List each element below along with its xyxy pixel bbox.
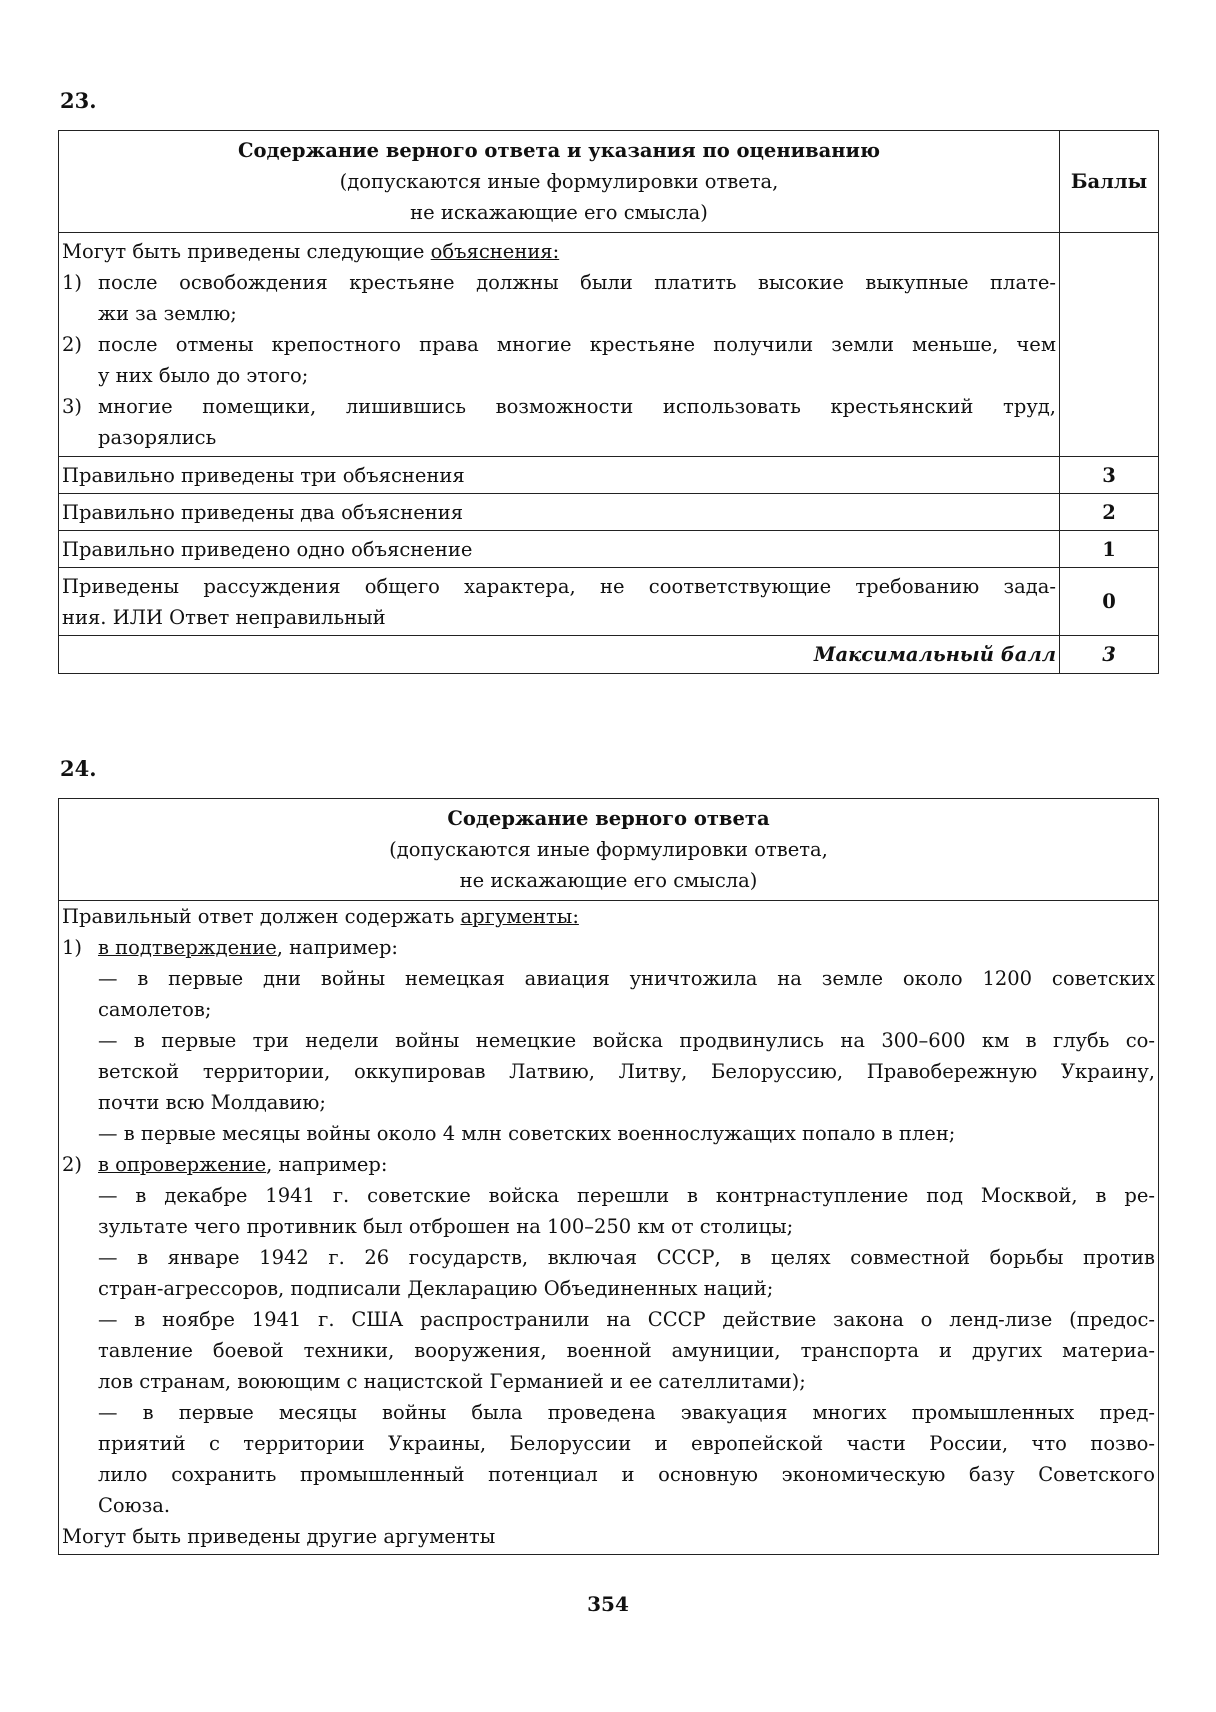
arguments-intro: [62, 901, 1155, 932]
text-line: — в декабре 1941 г. советские войска перешли в контрнаступление под Москвой, в ре-: [98, 1184, 1155, 1207]
text-line: зультате чего противник был отброшен на 100–250 км от столицы;: [98, 1215, 794, 1238]
section-heading-rest: , например:: [276, 936, 398, 959]
text-line: — в первые месяцы войны около 4 млн советских военнослужащих попало в плен;: [98, 1122, 956, 1145]
intro-text: Правильный ответ должен содержать: [62, 905, 461, 928]
intro-underlined: объяснения:: [430, 240, 560, 263]
header-line-3: не искажающие его смысла): [410, 201, 708, 224]
explanations-cell: [59, 233, 1060, 457]
section-heading: [62, 932, 1155, 963]
criteria-text: [59, 494, 1060, 531]
text-line: — в ноябре 1941 г. США распространили на СССР действие закона о ленд-лизе (предос-: [98, 1308, 1155, 1331]
explanation-item: [62, 391, 1056, 453]
text-line: Правильно приведено одно объяснение: [62, 537, 473, 561]
text-line: Правильно приведены три объяснения: [62, 463, 465, 487]
refutation-section: [62, 1149, 1155, 1521]
confirmation-section: [62, 932, 1155, 1149]
section-heading-underlined: в опровержение: [98, 1153, 267, 1176]
criteria-score: 1: [1060, 531, 1159, 568]
page-number: 354: [587, 1592, 629, 1616]
argument-point: [62, 1304, 1155, 1397]
question-23-number: 23.: [60, 88, 97, 113]
text-line: разорялись: [98, 426, 217, 449]
item-number: 2): [62, 333, 83, 356]
explanation-item: [62, 329, 1056, 391]
scoring-table-23: [58, 130, 1159, 674]
argument-point: [62, 1180, 1155, 1242]
text-line: стран-агрессоров, подписали Декларацию Объединенных наций;: [98, 1277, 774, 1300]
header-line-3: не искажающие его смысла): [459, 869, 758, 892]
argument-point: [62, 1025, 1155, 1118]
text-line: Союза.: [98, 1494, 171, 1517]
item-number: 2): [62, 1153, 83, 1176]
explanation-item: [62, 267, 1056, 329]
question-24-number: 24.: [60, 756, 97, 781]
criteria-score: 2: [1060, 494, 1159, 531]
item-number: 1): [62, 936, 83, 959]
table-header-content: [59, 131, 1060, 233]
closing-note: Могут быть приведены другие аргументы: [62, 1525, 496, 1548]
header-line-2: (допускаются иные формулировки ответа,: [339, 170, 779, 193]
text-line: многие помещики, лишившись возможности использовать крестьянский труд,: [98, 395, 1056, 418]
intro-underlined: аргументы:: [460, 905, 579, 928]
intro-text: Могут быть приведены следующие: [62, 240, 431, 263]
criteria-score: 3: [1060, 457, 1159, 494]
criteria-row: [59, 531, 1159, 568]
text-line: после освобождения крестьяне должны были платить высокие выкупные плате-: [98, 271, 1056, 294]
text-line: ветской территории, оккупировав Латвию, Литву, Белоруссию, Правобережную Украину,: [98, 1060, 1155, 1083]
text-line: у них было до этого;: [98, 364, 309, 387]
text-line: — в первые три недели войны немецкие войска продвинулись на 300–600 км в глубь со-: [98, 1029, 1155, 1052]
argument-point: [62, 963, 1155, 1025]
text-line: после отмены крепостного права многие крестьяне получили земли меньше, чем: [98, 333, 1056, 356]
criteria-row: [59, 457, 1159, 494]
arguments-cell: [59, 901, 1159, 1555]
criteria-text: [59, 457, 1060, 494]
section-heading: [62, 1149, 1155, 1180]
item-number: 1): [62, 271, 83, 294]
header-title: Содержание верного ответа и указания по оцениванию: [238, 139, 880, 162]
criteria-text: [59, 568, 1060, 636]
header-line-2: (допускаются иные формулировки ответа,: [389, 838, 828, 861]
item-number: 3): [62, 395, 83, 418]
text-line: Приведены рассуждения общего характера, не соответствующие требованию зада-: [62, 574, 1056, 598]
section-heading-rest: , например:: [266, 1153, 388, 1176]
text-line: тавление боевой техники, вооружения, военной амуниции, транспорта и других материа-: [98, 1339, 1155, 1362]
text-line: — в январе 1942 г. 26 государств, включая СССР, в целях совместной борьбы против: [98, 1246, 1155, 1269]
header-title: Содержание верного ответа: [447, 807, 770, 830]
table-header-content: [59, 799, 1159, 901]
criteria-text: [59, 531, 1060, 568]
text-line: лило сохранить промышленный потенциал и основную экономическую базу Советского: [98, 1463, 1155, 1486]
argument-point: [62, 1397, 1155, 1521]
argument-point: [62, 1242, 1155, 1304]
text-line: приятий с территории Украины, Белоруссии и европейской части России, что позво-: [98, 1432, 1155, 1455]
text-line: — в первые дни войны немецкая авиация уничтожила на земле около 1200 советских: [98, 967, 1155, 990]
criteria-score: 0: [1060, 568, 1159, 636]
text-line: жи за землю;: [98, 302, 237, 325]
text-line: ния. ИЛИ Ответ неправильный: [62, 605, 386, 629]
text-line: почти всю Молдавию;: [98, 1091, 326, 1114]
answer-table-24: [58, 798, 1159, 1555]
header-score-col: Баллы: [1060, 131, 1159, 233]
max-score-label: Максимальный балл: [59, 636, 1060, 674]
text-line: самолетов;: [98, 998, 212, 1021]
criteria-row: [59, 494, 1159, 531]
empty-score-cell: [1060, 233, 1159, 457]
argument-point: [62, 1118, 1155, 1149]
section-heading-underlined: в подтверждение: [98, 936, 277, 959]
max-score-value: 3: [1060, 636, 1159, 674]
criteria-row: [59, 568, 1159, 636]
text-line: — в первые месяцы войны была проведена эвакуация многих промышленных пред-: [98, 1401, 1155, 1424]
explanations-intro: [62, 236, 1056, 267]
text-line: Правильно приведены два объяснения: [62, 500, 464, 524]
text-line: лов странам, воюющим с нацистской Германией и ее сателлитами);: [98, 1370, 806, 1393]
